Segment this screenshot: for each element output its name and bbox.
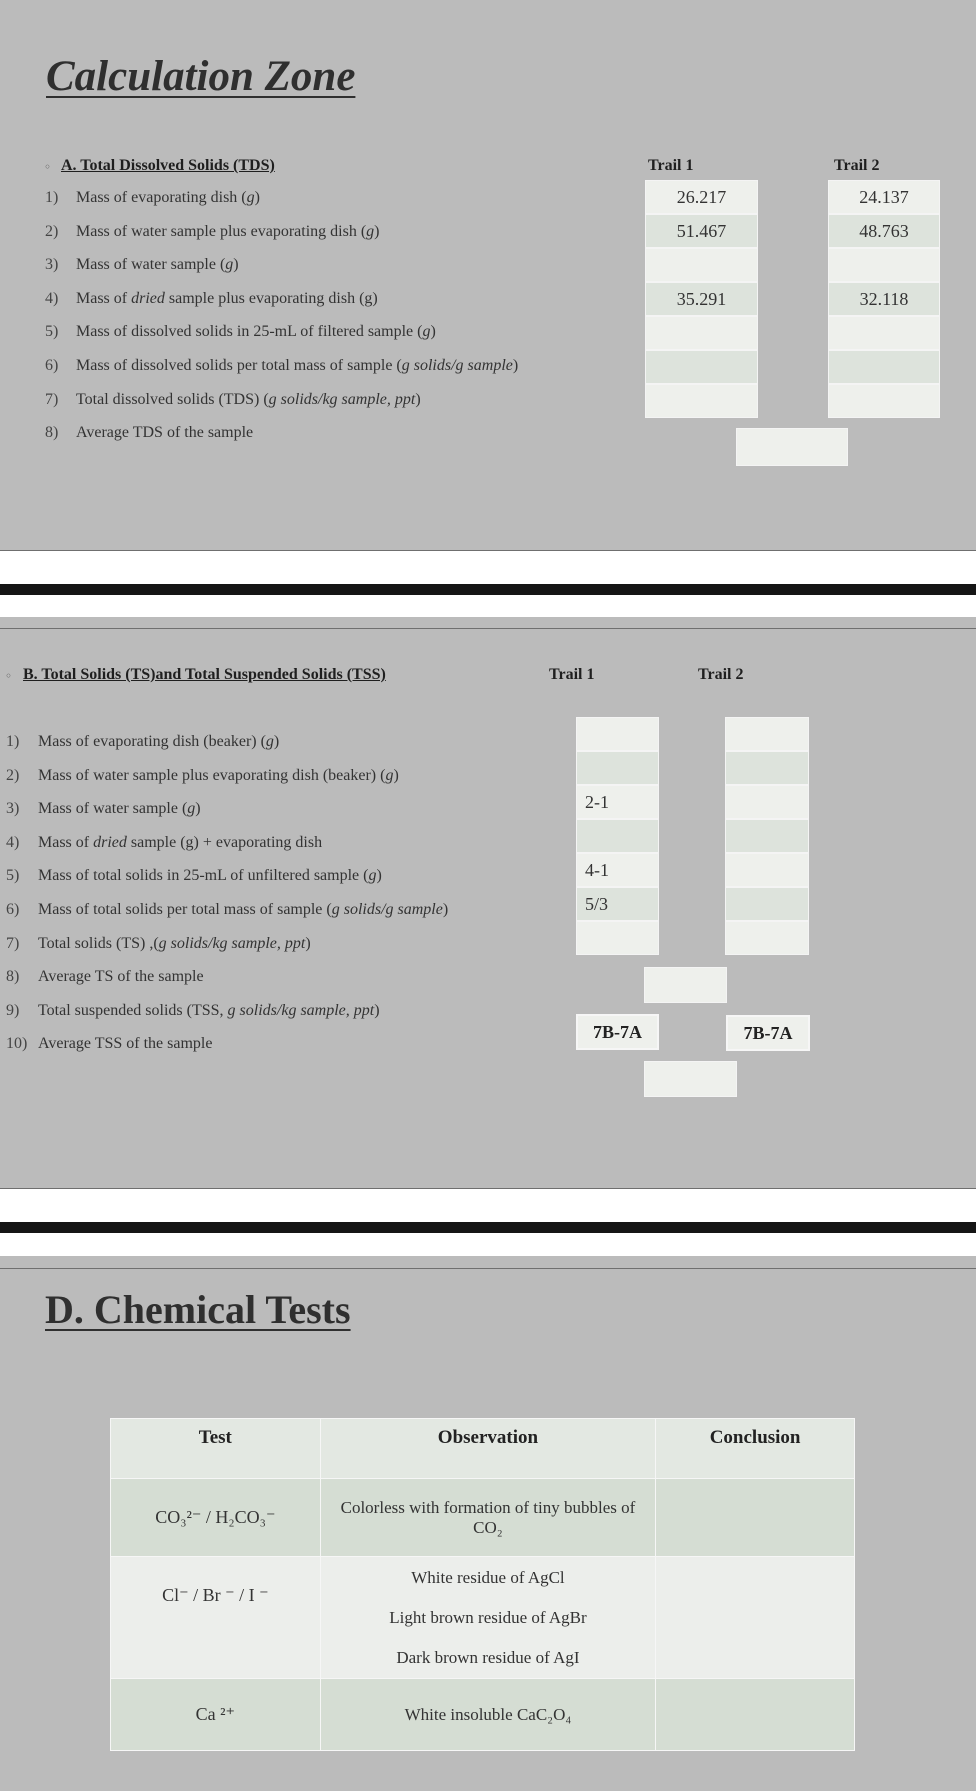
- a-t1-cell[interactable]: [645, 384, 758, 418]
- row-label: [38, 901, 448, 919]
- row-label-text: ): [442, 901, 449, 918]
- row-label: [38, 867, 382, 885]
- table-row: [111, 1557, 855, 1679]
- a-t2-cell[interactable]: 24.137: [828, 180, 940, 214]
- a-average-cell[interactable]: [736, 428, 848, 466]
- row-label-italic: g: [385, 766, 394, 784]
- row-label-italic: g solids/kg sample, ppt: [158, 934, 306, 952]
- row-label: [38, 767, 399, 785]
- chemical-tests-title: D. Chemical Tests: [45, 1287, 351, 1332]
- a-t1-cell[interactable]: [645, 248, 758, 282]
- divider-line: [0, 628, 976, 629]
- row-label-text: ): [512, 357, 519, 374]
- row-number: 4): [6, 833, 20, 851]
- a-t2-cell[interactable]: [828, 248, 940, 282]
- row-label: [76, 391, 421, 409]
- b-t2-cell[interactable]: [725, 819, 809, 853]
- row-label-text: Average TSS of the sample: [38, 1035, 213, 1053]
- row-number: 8): [45, 424, 59, 442]
- section-b-heading: B. Total Solids (TS)and Total Suspended Solids (TSS): [23, 666, 386, 683]
- row-number: 8): [6, 968, 20, 986]
- row-label-italic: g: [368, 867, 377, 885]
- row-label: [38, 1002, 380, 1020]
- row-label-italic: g: [366, 222, 375, 240]
- test-header: Test: [111, 1419, 321, 1479]
- row-number: 1): [45, 189, 59, 206]
- row-label: [76, 290, 378, 308]
- row-label-text: sample plus evaporating dish (g): [164, 289, 378, 307]
- row-label-italic: dried: [93, 833, 127, 851]
- b-average-tss-cell[interactable]: [644, 1061, 737, 1097]
- row-label-text: ): [195, 800, 201, 818]
- b-tss-t2-cell[interactable]: 7B-7A: [726, 1015, 810, 1051]
- table-header-row: [111, 1419, 855, 1479]
- a-t2-cell[interactable]: 32.118: [828, 282, 940, 316]
- row-label-italic: g: [187, 800, 196, 818]
- b-t1-cell[interactable]: 4-1: [576, 853, 659, 887]
- row-label-text: Mass of total solids per total mass of sample (: [38, 901, 332, 918]
- conclusion-cell[interactable]: [656, 1557, 855, 1679]
- row-label-text: Mass of: [38, 833, 94, 851]
- row-label: [38, 733, 279, 751]
- row-label-italic: g: [265, 733, 274, 750]
- bullet: ◦: [44, 160, 52, 174]
- row-label-text: Mass of total solids in 25-mL of unfiltered sample (: [38, 867, 369, 885]
- row-label-text: ): [374, 222, 380, 240]
- row-label: [76, 256, 239, 274]
- separator-bar: [0, 1222, 976, 1233]
- b-t2-cell[interactable]: [725, 921, 809, 955]
- chemical-tests-table: [110, 1418, 855, 1751]
- row-label-text: ): [415, 390, 421, 408]
- trail-1-header: Trail 1: [648, 157, 694, 174]
- row-number: 10): [6, 1035, 28, 1053]
- row-label: [76, 189, 260, 207]
- table-row: [111, 1679, 855, 1751]
- row-label: [76, 323, 436, 341]
- row-label-text: Total suspended solids (TSS,: [38, 1001, 228, 1019]
- row-number: 7): [45, 390, 59, 408]
- row-label-text: Mass of: [76, 289, 132, 307]
- b-average-ts-cell[interactable]: [644, 967, 727, 1003]
- row-label-text: ): [254, 189, 260, 206]
- row-number: 5): [45, 323, 59, 341]
- a-t1-cell[interactable]: [645, 350, 758, 384]
- row-number: 4): [45, 289, 59, 307]
- test-cell: Cl⁻ / Br ⁻ / I ⁻: [111, 1557, 321, 1679]
- observation-line: Dark brown residue of AgI: [396, 1647, 580, 1667]
- b-t1-cell[interactable]: [576, 717, 659, 751]
- row-number: 2): [45, 222, 59, 240]
- bullet: ◦: [5, 669, 13, 683]
- section-a-heading: A. Total Dissolved Solids (TDS): [61, 157, 275, 174]
- trail-2-header: Trail 2: [834, 157, 880, 174]
- trail-1-header: Trail 1: [549, 666, 595, 683]
- observation-header: Observation: [320, 1419, 656, 1479]
- row-number: 7): [6, 934, 20, 952]
- row-label-text: Mass of water sample (: [76, 256, 226, 274]
- row-label-text: Mass of water sample plus evaporating dish (: [76, 222, 367, 240]
- b-t1-cell[interactable]: [576, 819, 659, 853]
- divider-line: [0, 1188, 976, 1189]
- row-number: 5): [6, 867, 20, 885]
- b-tss-t1-cell[interactable]: 7B-7A: [576, 1014, 659, 1050]
- row-label-italic: g solids/g sample: [331, 901, 443, 918]
- test-cell: Ca ²⁺: [111, 1679, 321, 1751]
- separator-bar: [0, 584, 976, 595]
- row-label-text: ): [305, 934, 311, 952]
- b-t2-cell[interactable]: [725, 853, 809, 887]
- row-label-italic: dried: [131, 289, 165, 307]
- row-label-text: Mass of dissolved solids in 25-mL of filtered sample (: [76, 323, 423, 341]
- row-label-text: Average TDS of the sample: [76, 424, 254, 442]
- observation-cell: White insoluble CaC₂O₄: [320, 1679, 656, 1751]
- a-t2-cell[interactable]: [828, 316, 940, 350]
- row-label: [76, 223, 379, 241]
- a-t2-cell[interactable]: [828, 384, 940, 418]
- test-cell: CO₃²⁻ / H₂CO₃⁻: [111, 1479, 321, 1557]
- row-label: [38, 800, 201, 818]
- row-label-text: Average TS of the sample: [38, 968, 204, 986]
- observation-cell: [320, 1557, 656, 1679]
- row-number: 1): [6, 733, 20, 750]
- a-t1-cell[interactable]: [645, 316, 758, 350]
- row-label-italic: g: [422, 323, 431, 341]
- row-label-text: ): [374, 1001, 380, 1019]
- row-number: 6): [6, 901, 20, 918]
- divider-line: [0, 1268, 976, 1269]
- row-label-italic: g: [246, 189, 255, 206]
- row-label: [38, 968, 204, 986]
- b-t1-cell[interactable]: 2-1: [576, 785, 659, 819]
- row-label-text: Total solids (TS) ,(: [38, 934, 159, 952]
- row-label-text: Mass of evaporating dish (beaker) (: [38, 733, 266, 750]
- row-label: [76, 357, 518, 375]
- observation-line: White residue of AgCl: [411, 1567, 565, 1587]
- trail-2-header: Trail 2: [698, 666, 744, 683]
- row-label-italic: g: [225, 256, 234, 274]
- row-label-text: Total dissolved solids (TDS) (: [76, 390, 269, 408]
- table-row: [111, 1479, 855, 1557]
- row-label-text: Mass of water sample plus evaporating dish (beaker) (: [38, 766, 386, 784]
- a-t2-cell[interactable]: 48.763: [828, 214, 940, 248]
- a-t2-cell[interactable]: [828, 350, 940, 384]
- row-number: 3): [6, 800, 20, 818]
- divider-line: [0, 550, 976, 551]
- row-label-text: ): [273, 733, 280, 750]
- row-number: 2): [6, 766, 20, 784]
- row-label-italic: g solids/g sample: [401, 357, 513, 374]
- row-number: 6): [45, 357, 59, 374]
- b-t1-cell[interactable]: [576, 751, 659, 785]
- b-t1-cell[interactable]: 5/3: [576, 887, 659, 921]
- row-label-text: Mass of evaporating dish (: [76, 189, 247, 206]
- b-t2-cell[interactable]: [725, 785, 809, 819]
- a-t1-cell[interactable]: 26.217: [645, 180, 758, 214]
- conclusion-cell[interactable]: [656, 1679, 855, 1751]
- page-title: Calculation Zone: [46, 53, 356, 100]
- row-label-italic: g solids/kg sample, ppt: [268, 390, 416, 408]
- conclusion-header: Conclusion: [656, 1419, 855, 1479]
- row-label-text: Mass of dissolved solids per total mass of sample (: [76, 357, 402, 374]
- row-label: [38, 1035, 212, 1053]
- observation-cell: Colorless with formation of tiny bubbles of CO₂: [320, 1479, 656, 1557]
- row-label-text: ): [430, 323, 436, 341]
- observation-line: Light brown residue of AgBr: [389, 1607, 587, 1627]
- row-label: [76, 424, 253, 442]
- a-t1-cell[interactable]: 51.467: [645, 214, 758, 248]
- b-t2-cell[interactable]: [725, 887, 809, 921]
- b-t2-cell[interactable]: [725, 751, 809, 785]
- conclusion-cell[interactable]: [656, 1479, 855, 1557]
- row-number: 3): [45, 256, 59, 274]
- row-label-italic: g solids/kg sample, ppt: [227, 1001, 375, 1019]
- a-t1-cell[interactable]: 35.291: [645, 282, 758, 316]
- row-label-text: ): [393, 766, 399, 784]
- row-label: [38, 935, 311, 953]
- row-label-text: Mass of water sample (: [38, 800, 188, 818]
- row-label-text: sample (g) + evaporating dish: [126, 833, 323, 851]
- row-label-text: ): [233, 256, 239, 274]
- b-t2-cell[interactable]: [725, 717, 809, 751]
- row-number: 9): [6, 1001, 20, 1019]
- b-t1-cell[interactable]: [576, 921, 659, 955]
- row-label-text: ): [376, 867, 382, 885]
- row-label: [38, 834, 322, 852]
